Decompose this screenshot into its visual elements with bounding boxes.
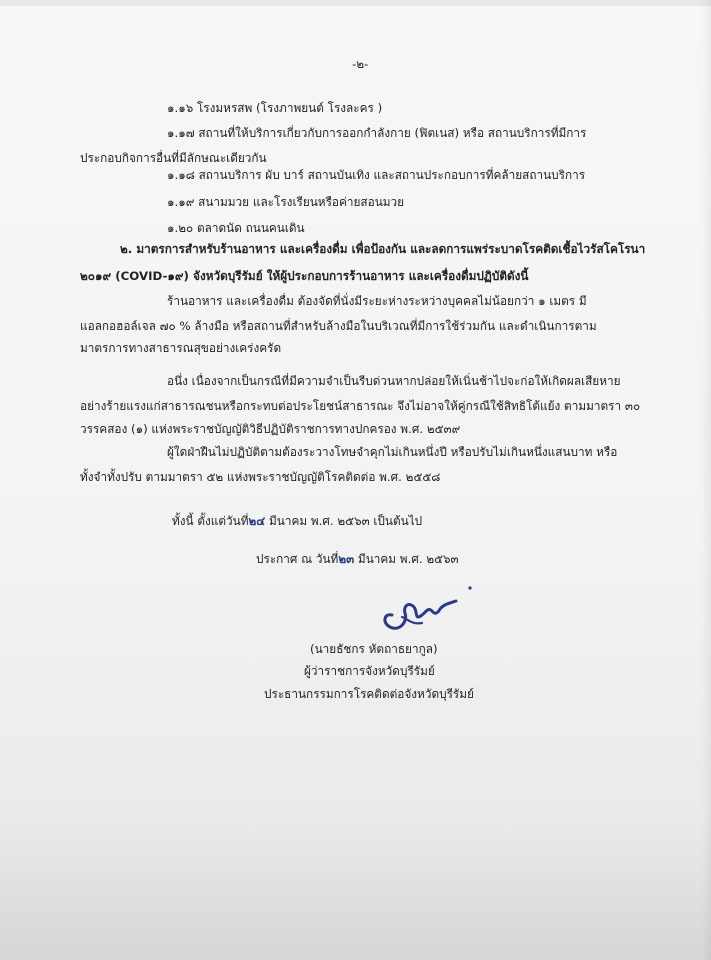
list-item-1-19: ๑.๑๙ สนามมวย และโรงเรียนหรือค่ายสอนมวย — [167, 195, 405, 209]
announcement-date-suffix: มีนาคม พ.ศ. ๒๕๖๓ — [354, 552, 459, 566]
effective-date-suffix: มีนาคม พ.ศ. ๒๕๖๓ เป็นต้นไป — [265, 514, 423, 528]
section-2-heading-line-2: ๒๐๑๙ (COVID-๑๙) จังหวัดบุรีรัมย์ ให้ผู้ประกอบการร้านอาหาร และเครื่องดื่มปฏิบัติดังนี้ — [80, 269, 529, 283]
announcement-date-line — [256, 550, 459, 568]
effective-date-day: ๒๔ — [248, 514, 266, 528]
section-2-body-line-1: ร้านอาหาร และเครื่องดื่ม ต้องจัดที่นั่งมีระยะห่างระหว่างบุคคลไม่น้อยกว่า ๑ เมตร มี — [167, 294, 587, 308]
list-item-1-18: ๑.๑๘ สถานบริการ ผับ บาร์ สถานบันเทิง และสถานประกอบการที่คล้ายสถานบริการ — [167, 168, 586, 182]
penalty-paragraph-line-2: ทั้งจำทั้งปรับ ตามมาตรา ๕๒ แห่งพระราชบัญญัติโรคติดต่อ พ.ศ. ๒๕๕๘ — [80, 470, 441, 484]
signatory-name: (นายธัชกร หัตถาธยากูล) — [310, 642, 438, 656]
effective-date-line — [172, 512, 422, 530]
list-item-1-17-continued: ประกอบกิจการอื่นที่มีลักษณะเดียวกัน — [80, 151, 267, 165]
list-item-1-20: ๑.๒๐ ตลาดนัด ถนนคนเดิน — [167, 221, 305, 235]
section-2-body-line-2: แอลกอฮอล์เจล ๗๐ % ล้างมือ หรือสถานที่สำหรับล้างมือในบริเวณที่มีการใช้ร่วมกัน และดำเนินการตาม — [80, 319, 597, 333]
announcement-date-day: ๒๓ — [338, 552, 355, 566]
urgent-paragraph-line-1: อนึ่ง เนื่องจากเป็นกรณีที่มีความจำเป็นรีบด่วนหากปล่อยให้เนิ่นช้าไปจะก่อให้เกิดผลเสียหาย — [167, 374, 621, 388]
section-2-body-line-3: มาตรการทางสาธารณสุขอย่างเคร่งครัด — [80, 341, 282, 355]
page-number: -๒- — [352, 57, 369, 71]
list-item-1-16: ๑.๑๖ โรงมหรสพ (โรงภาพยนต์ โรงละคร ) — [167, 101, 383, 115]
signatory-position: ผู้ว่าราชการจังหวัดบุรีรัมย์ — [304, 664, 435, 678]
urgent-paragraph-line-2: อย่างร้ายแรงแก่สาธารณชนหรือกระทบต่อประโยชน์สาธารณะ จึงไม่อาจให้คู่กรณีใช้สิทธิโต้แย้ง ตามมาตรา ๓๐ — [80, 399, 641, 413]
list-item-1-17: ๑.๑๗ สถานที่ให้บริการเกี่ยวกับการออกกำลังกาย (ฟิตเนส) หรือ สถานบริการที่มีการ — [167, 126, 587, 140]
page-top-edge — [0, 0, 711, 6]
urgent-paragraph-line-3: วรรคสอง (๑) แห่งพระราชบัญญัติวิธีปฏิบัติราชการทางปกครอง พ.ศ. ๒๕๓๙ — [80, 422, 461, 436]
effective-date-prefix: ทั้งนี้ ตั้งแต่วันที่ — [172, 514, 249, 528]
signatory-role: ประธานกรรมการโรคติดต่อจังหวัดบุรีรัมย์ — [264, 687, 474, 701]
page-edge-shadow — [701, 0, 711, 960]
section-2-heading-line-1: ๒. มาตรการสำหรับร้านอาหาร และเครื่องดื่ม เพื่อป้องกัน และลดการแพร่ระบาดโรคติดเชื้อไวรัสโคโรนา — [120, 242, 646, 256]
handwritten-signature — [378, 585, 478, 635]
announcement-date-prefix: ประกาศ ณ วันที่ — [256, 552, 339, 566]
penalty-paragraph-line-1: ผู้ใดฝ่าฝืนไม่ปฏิบัติตามต้องระวางโทษจำคุกไม่เกินหนึ่งปี หรือปรับไม่เกินหนึ่งแสนบาท หรือ — [167, 445, 618, 459]
